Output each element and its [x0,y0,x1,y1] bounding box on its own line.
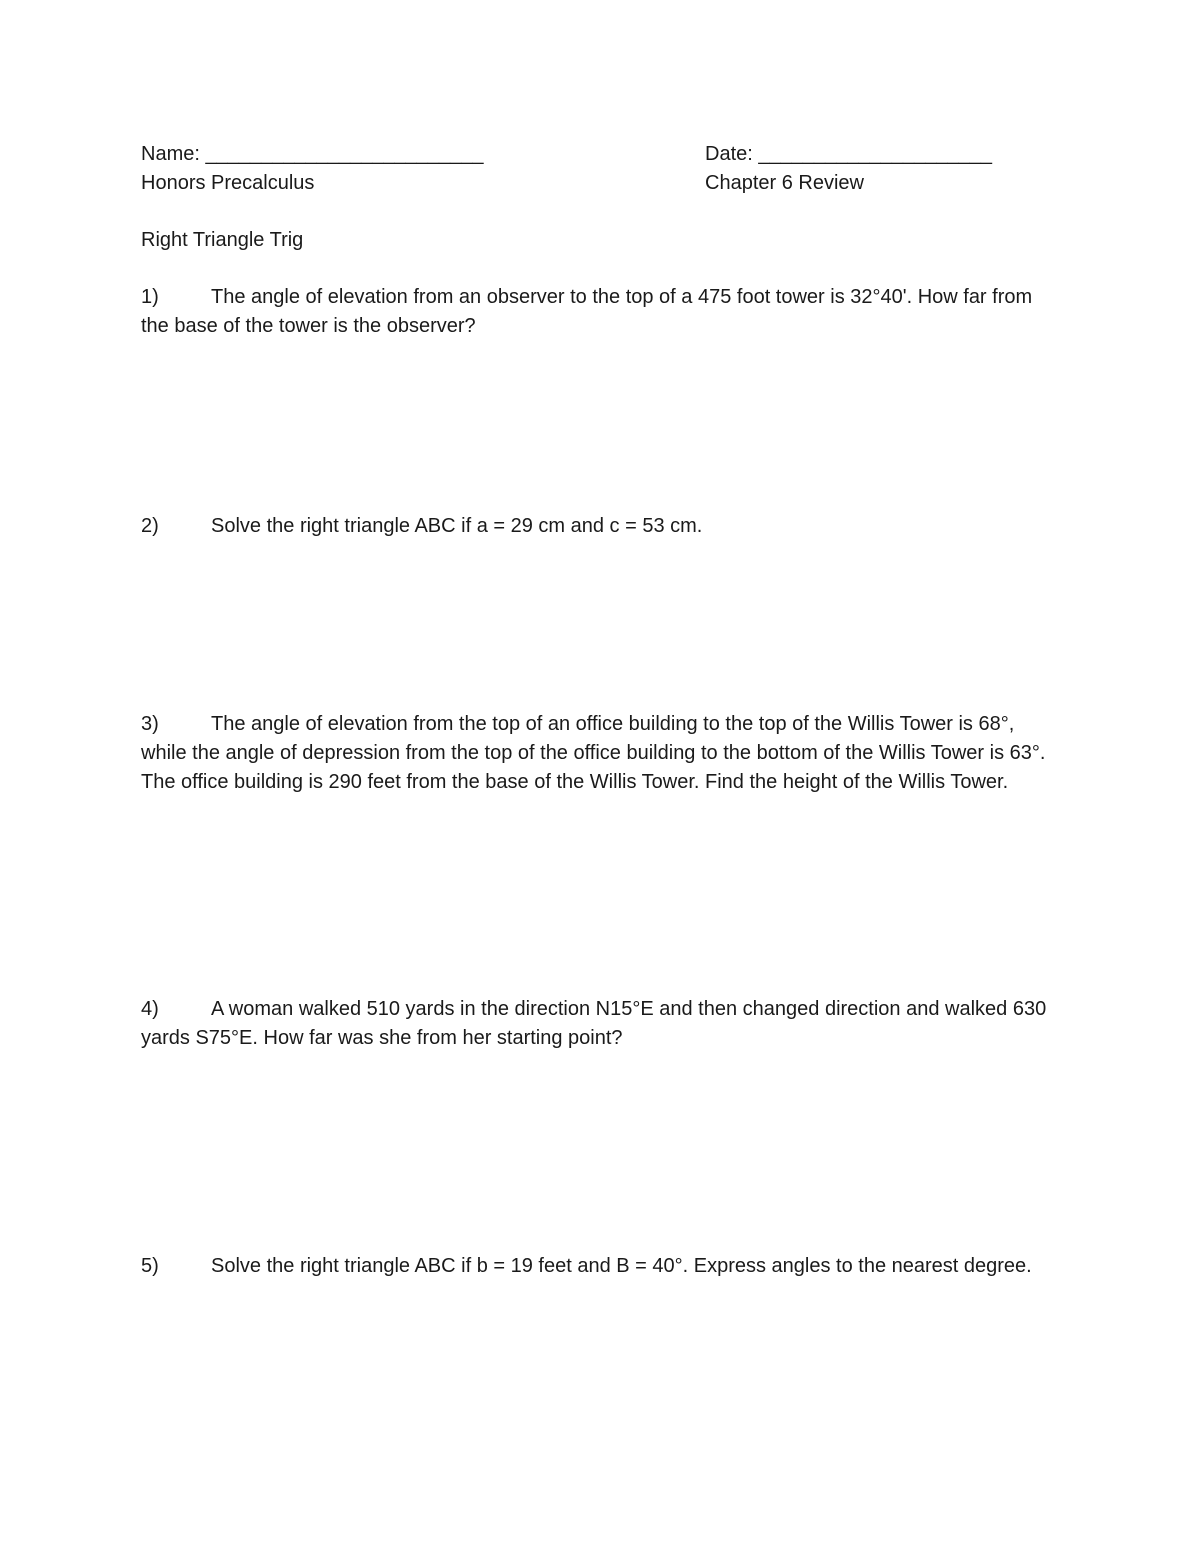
question-text: The angle of elevation from the top of an office building to the top of the Willis Tower is 68°, while the angle of depression from the top of the office building to the bottom of the Willis Tower is 63°. The office building is 290 feet from the base of the Willis Tower. Find the height of the Willis Tower. [141,713,1046,793]
question-3 [141,710,1061,797]
question-5 [141,1252,1061,1281]
question-number: 1) [141,286,159,308]
question-4 [141,995,1061,1053]
date-field-label: Date: _____________________ [705,143,992,165]
question-number: 5) [141,1255,159,1277]
question-number: 2) [141,515,159,537]
section-title: Right Triangle Trig [141,229,304,251]
name-field-label: Name: _________________________ [141,143,484,165]
question-1 [141,283,1061,341]
question-text: The angle of elevation from an observer to the top of a 475 foot tower is 32°40'. How far from the base of the tower is the observer? [141,286,1033,337]
question-text: A woman walked 510 yards in the direction N15°E and then changed direction and walked 630 yards S75°E. How far was she from her starting point? [141,998,1047,1049]
question-2 [141,512,1061,541]
chapter-title: Chapter 6 Review [705,172,864,194]
course-title: Honors Precalculus [141,172,315,194]
question-number: 4) [141,998,159,1020]
question-text: Solve the right triangle ABC if b = 19 feet and B = 40°. Express angles to the nearest degree. [211,1255,1032,1277]
question-text: Solve the right triangle ABC if a = 29 cm and c = 53 cm. [211,515,703,537]
question-number: 3) [141,713,159,735]
